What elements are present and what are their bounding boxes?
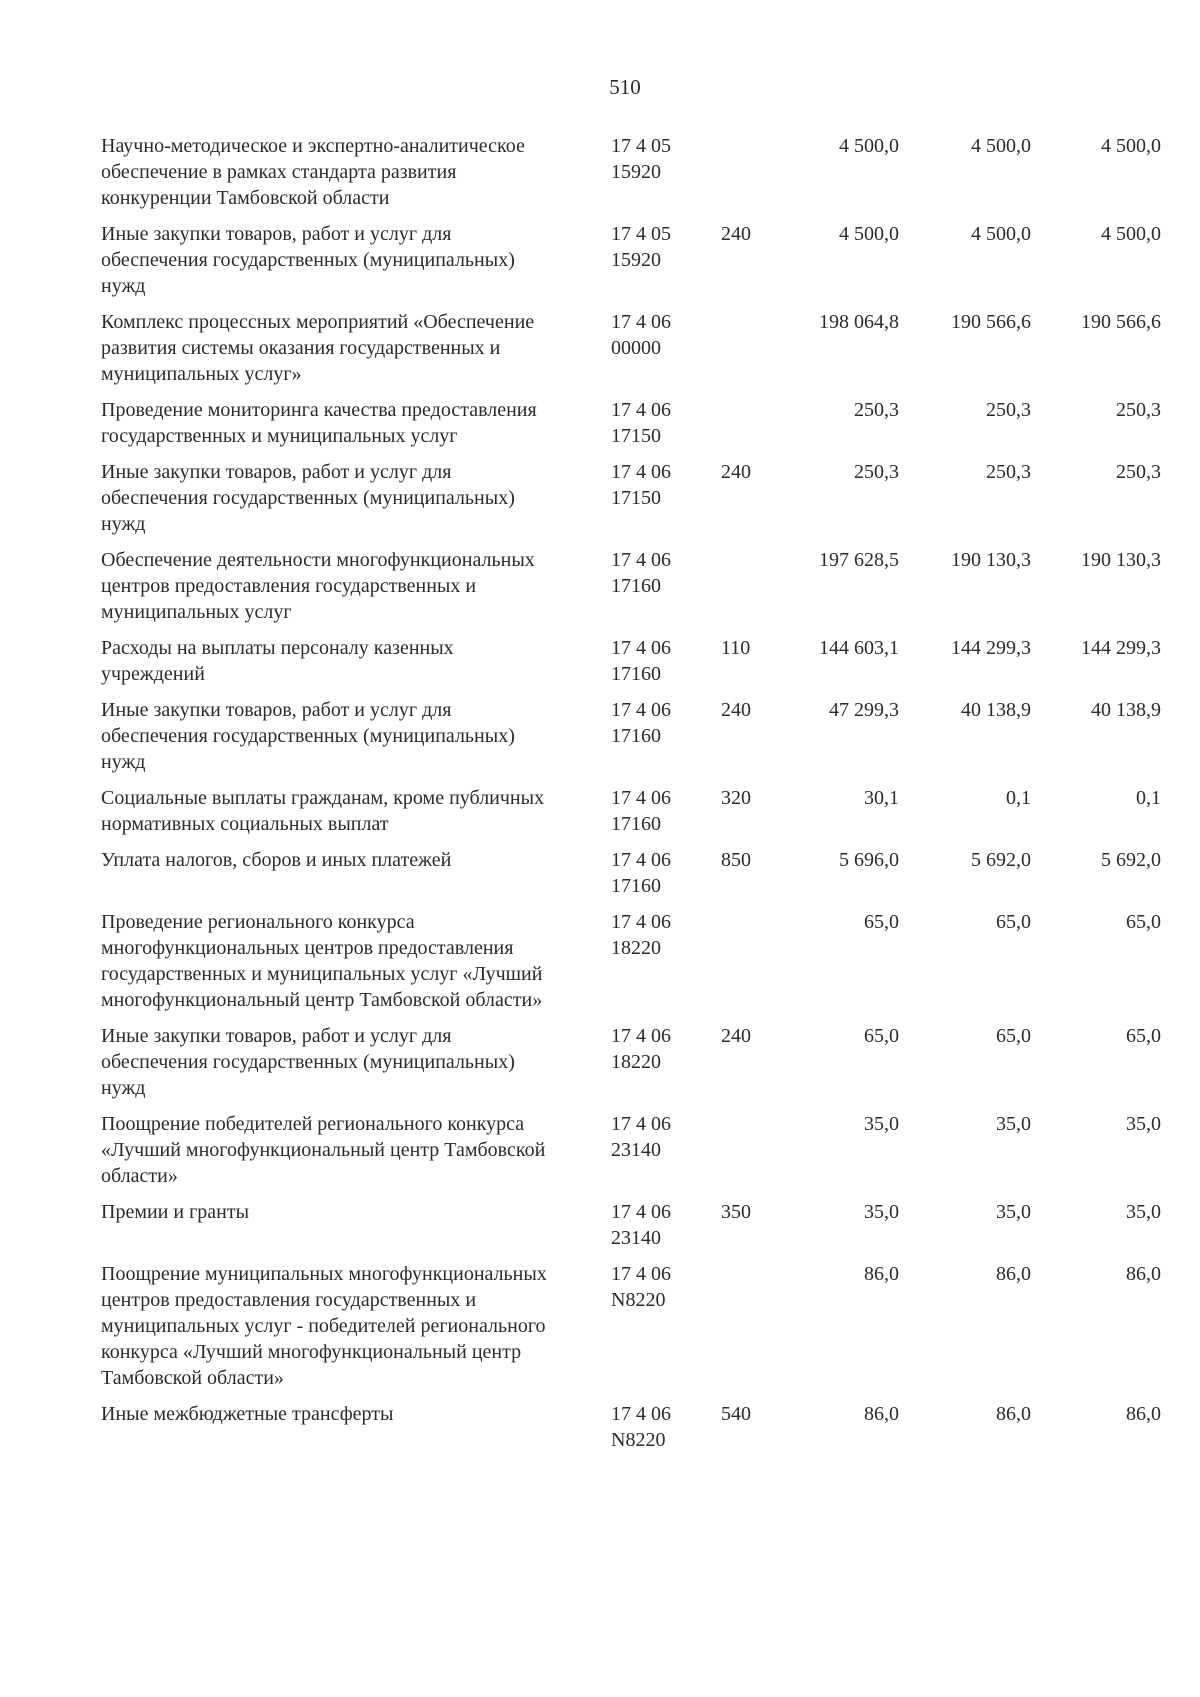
row-expense-type: 320 xyxy=(721,787,751,809)
table-row xyxy=(101,785,1161,847)
row-amount-year-2: 4 500,0 xyxy=(971,223,1031,245)
row-amount-year-3: 86,0 xyxy=(1126,1263,1161,1285)
row-target-code: 17 4 06 23140 xyxy=(611,1201,671,1249)
table-row xyxy=(101,1261,1161,1401)
row-name: Проведение регионального конкурса многофункциональных центров предоставления государственных и муниципальных услуг «Лучший многофункциональный центр Тамбовской области» xyxy=(101,911,543,1011)
row-amount-year-2: 190 130,3 xyxy=(951,549,1031,571)
table-row xyxy=(101,1111,1161,1199)
row-amount-year-1: 86,0 xyxy=(864,1263,899,1285)
row-name: Расходы на выплаты персоналу казенных учреждений xyxy=(101,637,454,685)
row-amount-year-1: 197 628,5 xyxy=(819,549,899,571)
row-target-code: 17 4 06 17160 xyxy=(611,549,671,597)
table-row xyxy=(101,1023,1161,1111)
row-target-code: 17 4 06 18220 xyxy=(611,1025,671,1073)
table-row xyxy=(101,459,1161,547)
row-amount-year-2: 65,0 xyxy=(996,911,1031,933)
row-target-code: 17 4 06 17160 xyxy=(611,699,671,747)
row-target-code: 17 4 06 N8220 xyxy=(611,1263,671,1311)
row-amount-year-3: 65,0 xyxy=(1126,1025,1161,1047)
row-amount-year-3: 0,1 xyxy=(1136,787,1161,809)
row-amount-year-2: 65,0 xyxy=(996,1025,1031,1047)
row-amount-year-1: 4 500,0 xyxy=(839,223,899,245)
row-amount-year-3: 4 500,0 xyxy=(1101,223,1161,245)
row-amount-year-1: 35,0 xyxy=(864,1113,899,1135)
row-target-code: 17 4 06 N8220 xyxy=(611,1403,671,1451)
row-target-code: 17 4 06 17150 xyxy=(611,461,671,509)
row-amount-year-2: 35,0 xyxy=(996,1201,1031,1223)
row-target-code: 17 4 06 17160 xyxy=(611,787,671,835)
row-amount-year-3: 86,0 xyxy=(1126,1403,1161,1425)
row-amount-year-2: 86,0 xyxy=(996,1263,1031,1285)
row-name: Социальные выплаты гражданам, кроме публичных нормативных социальных выплат xyxy=(101,787,545,835)
row-name: Научно-методическое и экспертно-аналитическое обеспечение в рамках стандарта развития конкуренции Тамбовской области xyxy=(101,135,525,209)
table-row xyxy=(101,847,1161,909)
row-amount-year-1: 144 603,1 xyxy=(819,637,899,659)
row-name: Поощрение муниципальных многофункциональных центров предоставления государственных и муниципальных услуг - победителей регионального конкурса «Лучший многофункциональный центр Тамбовской области» xyxy=(101,1263,547,1389)
row-target-code: 17 4 06 17160 xyxy=(611,637,671,685)
row-amount-year-2: 190 566,6 xyxy=(951,311,1031,333)
row-expense-type: 850 xyxy=(721,849,751,871)
row-amount-year-1: 86,0 xyxy=(864,1403,899,1425)
row-amount-year-1: 5 696,0 xyxy=(839,849,899,871)
row-amount-year-3: 40 138,9 xyxy=(1091,699,1161,721)
row-amount-year-3: 65,0 xyxy=(1126,911,1161,933)
row-amount-year-1: 30,1 xyxy=(864,787,899,809)
row-amount-year-2: 250,3 xyxy=(986,399,1031,421)
table-row xyxy=(101,397,1161,459)
row-name: Премии и гранты xyxy=(101,1201,250,1223)
row-expense-type: 110 xyxy=(721,637,751,659)
row-expense-type: 240 xyxy=(721,1025,751,1047)
row-name: Иные закупки товаров, работ и услуг для обеспечения государственных (муниципальных) нужд xyxy=(101,223,515,297)
row-amount-year-2: 0,1 xyxy=(1006,787,1031,809)
row-target-code: 17 4 06 17160 xyxy=(611,849,671,897)
row-name: Поощрение победителей регионального конкурса «Лучший многофункциональный центр Тамбовской области» xyxy=(101,1113,546,1187)
row-target-code: 17 4 05 15920 xyxy=(611,223,671,271)
row-target-code: 17 4 06 23140 xyxy=(611,1113,671,1161)
row-expense-type: 240 xyxy=(721,699,751,721)
row-amount-year-3: 250,3 xyxy=(1116,461,1161,483)
row-amount-year-3: 5 692,0 xyxy=(1101,849,1161,871)
row-expense-type xyxy=(721,133,771,221)
row-expense-type xyxy=(721,1111,771,1199)
row-target-code: 17 4 06 18220 xyxy=(611,911,671,959)
row-name: Уплата налогов, сборов и иных платежей xyxy=(101,849,452,871)
row-amount-year-1: 4 500,0 xyxy=(839,135,899,157)
row-amount-year-3: 250,3 xyxy=(1116,399,1161,421)
row-amount-year-2: 250,3 xyxy=(986,461,1031,483)
row-expense-type xyxy=(721,397,771,459)
row-amount-year-1: 47 299,3 xyxy=(829,699,899,721)
row-name: Иные закупки товаров, работ и услуг для обеспечения государственных (муниципальных) нужд xyxy=(101,1025,515,1099)
table-row xyxy=(101,221,1161,309)
row-name: Иные межбюджетные трансферты xyxy=(101,1403,394,1425)
row-expense-type: 540 xyxy=(721,1403,751,1425)
row-expense-type xyxy=(721,309,771,397)
row-expense-type: 240 xyxy=(721,223,751,245)
row-name: Иные закупки товаров, работ и услуг для обеспечения государственных (муниципальных) нужд xyxy=(101,461,515,535)
row-amount-year-1: 250,3 xyxy=(854,461,899,483)
row-amount-year-3: 4 500,0 xyxy=(1101,135,1161,157)
table-row xyxy=(101,635,1161,697)
budget-table xyxy=(101,133,1161,1463)
table-row xyxy=(101,1401,1161,1463)
row-amount-year-2: 35,0 xyxy=(996,1113,1031,1135)
row-target-code: 17 4 06 17150 xyxy=(611,399,671,447)
row-amount-year-1: 198 064,8 xyxy=(819,311,899,333)
table-row xyxy=(101,133,1161,221)
row-expense-type xyxy=(721,547,771,635)
row-expense-type: 350 xyxy=(721,1201,751,1223)
row-name: Иные закупки товаров, работ и услуг для обеспечения государственных (муниципальных) нужд xyxy=(101,699,515,773)
row-amount-year-2: 4 500,0 xyxy=(971,135,1031,157)
row-amount-year-2: 86,0 xyxy=(996,1403,1031,1425)
row-name: Обеспечение деятельности многофункциональных центров предоставления государственных и муниципальных услуг xyxy=(101,549,535,623)
row-target-code: 17 4 05 15920 xyxy=(611,135,671,183)
row-expense-type: 240 xyxy=(721,461,751,483)
row-amount-year-2: 144 299,3 xyxy=(951,637,1031,659)
table-row xyxy=(101,1199,1161,1261)
row-amount-year-3: 190 566,6 xyxy=(1081,311,1161,333)
row-amount-year-3: 190 130,3 xyxy=(1081,549,1161,571)
row-name: Комплекс процессных мероприятий «Обеспечение развития системы оказания государственных и муниципальных услуг» xyxy=(101,311,535,385)
table-row xyxy=(101,909,1161,1023)
row-expense-type xyxy=(721,1261,771,1401)
row-target-code: 17 4 06 00000 xyxy=(611,311,671,359)
row-amount-year-3: 35,0 xyxy=(1126,1201,1161,1223)
page-number: 510 xyxy=(609,75,641,99)
budget-table-body xyxy=(101,133,1161,1463)
row-amount-year-1: 65,0 xyxy=(864,911,899,933)
table-row xyxy=(101,309,1161,397)
row-name: Проведение мониторинга качества предоставления государственных и муниципальных услуг xyxy=(101,399,537,447)
row-amount-year-2: 40 138,9 xyxy=(961,699,1031,721)
row-expense-type xyxy=(721,909,771,1023)
row-amount-year-2: 5 692,0 xyxy=(971,849,1031,871)
table-row xyxy=(101,697,1161,785)
row-amount-year-1: 35,0 xyxy=(864,1201,899,1223)
row-amount-year-3: 144 299,3 xyxy=(1081,637,1161,659)
row-amount-year-1: 65,0 xyxy=(864,1025,899,1047)
table-row xyxy=(101,547,1161,635)
row-amount-year-3: 35,0 xyxy=(1126,1113,1161,1135)
row-amount-year-1: 250,3 xyxy=(854,399,899,421)
